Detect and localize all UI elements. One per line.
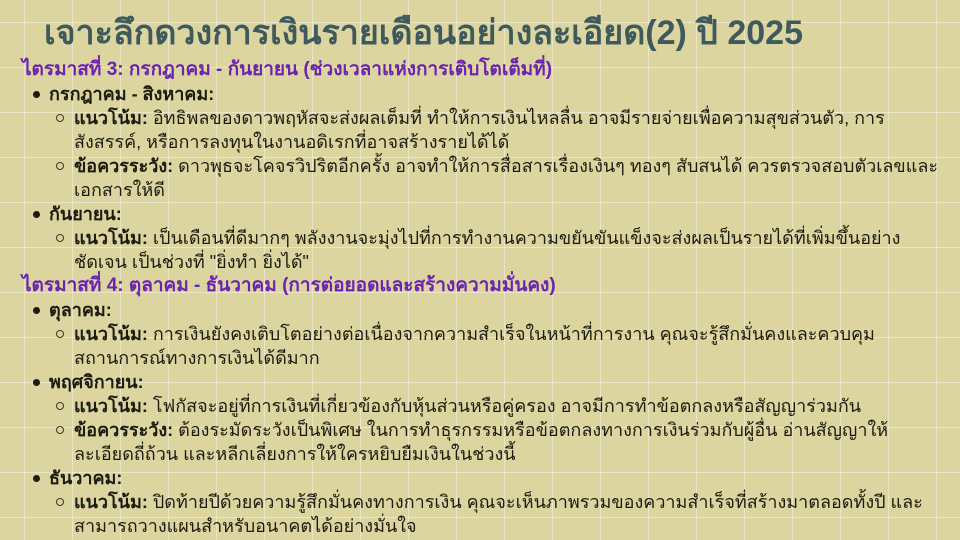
month-label: กรกฎาคม - สิงหาคม: <box>49 84 215 104</box>
hollow-bullet-icon <box>56 402 64 410</box>
hollow-bullet-icon <box>56 330 64 338</box>
month-label: พฤศจิกายน: <box>49 372 144 392</box>
quarter-4-heading: ไตรมาสที่ 4: ตุลาคม - ธันวาคม (การต่อยอดและสร้างความมั่นคง) <box>22 275 556 296</box>
month-label: ตุลาคม: <box>49 300 112 320</box>
bullet-icon <box>33 91 40 98</box>
month-item-september <box>33 202 942 226</box>
trend-item <box>56 106 942 154</box>
month-item-october <box>33 298 942 322</box>
caution-text <box>74 418 942 466</box>
trend-label: แนวโน้ม: <box>74 108 148 128</box>
month-label: กันยายน: <box>49 204 122 224</box>
hollow-bullet-icon <box>56 162 64 170</box>
quarter-3-heading: ไตรมาสที่ 3: กรกฎาคม - กันยายน (ช่วงเวลาแห่งการเติบโตเต็มที่) <box>22 59 553 80</box>
month-label: ธันวาคม: <box>49 468 123 488</box>
trend-body: อิทธิพลของดาวพฤหัสจะส่งผลเต็มที่ ทำให้การเงินไหลลื่น อาจมีรายจ่ายเพื่อความสุขส่วนตัว, การสังสรรค์, หรือการลงทุนในงานอดิเรกที่อาจสร้างรายได้ได้ <box>74 108 885 152</box>
caution-item <box>56 154 942 202</box>
bullet-icon <box>33 307 40 314</box>
trend-body: ปิดท้ายปีด้วยความรู้สึกมั่นคงทางการเงิน คุณจะเห็นภาพรวมของความสำเร็จที่สร้างมาตลอดทั้งปี และสามารถวางแผนสำหรับอนาคตได้อย่างมั่นใจ <box>74 492 923 536</box>
trend-label: แนวโน้ม: <box>74 396 148 416</box>
trend-text <box>74 106 942 154</box>
hollow-bullet-icon <box>56 426 64 434</box>
caution-text <box>74 154 942 202</box>
month-item-november <box>33 370 942 394</box>
trend-item <box>56 322 942 370</box>
month-item-december <box>33 466 942 490</box>
page-title: เจาะลึกดวงการเงินรายเดือนอย่างละเอียด(2) ปี 2025 <box>44 14 803 52</box>
month-item-july-august <box>33 82 942 106</box>
bullet-icon <box>33 379 40 386</box>
trend-item <box>56 394 942 418</box>
bullet-icon <box>33 211 40 218</box>
trend-body: โฟกัสจะอยู่ที่การเงินที่เกี่ยวข้องกับหุ้นส่วนหรือคู่ครอง อาจมีการทำข้อตกลงหรือสัญญาร่วมกัน <box>147 396 862 416</box>
trend-text <box>74 226 942 274</box>
hollow-bullet-icon <box>56 498 64 506</box>
caution-item <box>56 418 942 466</box>
trend-item <box>56 490 942 538</box>
hollow-bullet-icon <box>56 234 64 242</box>
trend-body: เป็นเดือนที่ดีมากๆ พลังงานจะมุ่งไปที่การทำงานความขยันขันแข็งจะส่งผลเป็นรายได้ที่เพิ่มขึ้นอย่างชัดเจน เป็นช่วงที่ "ยิ่งทำ ยิ่งได้" <box>74 228 901 272</box>
bullet-icon <box>33 475 40 482</box>
hollow-bullet-icon <box>56 114 64 122</box>
caution-body: ต้องระมัดระวังเป็นพิเศษ ในการทำธุรกรรมหรือข้อตกลงทางการเงินร่วมกับผู้อื่น อ่านสัญญาให้ละเอียดถี่ถ้วน และหลีกเลี่ยงการให้ใครหยิบยืมเงินในช่วงนี้ <box>74 420 889 464</box>
trend-label: แนวโน้ม: <box>74 228 148 248</box>
trend-item <box>56 226 942 274</box>
trend-body: การเงินยังคงเติบโตอย่างต่อเนื่องจากความสำเร็จในหน้าที่การงาน คุณจะรู้สึกมั่นคงและควบคุมสถานการณ์ทางการเงินได้ดีมาก <box>74 324 875 368</box>
slide-content <box>0 58 960 538</box>
trend-label: แนวโน้ม: <box>74 324 148 344</box>
trend-label: แนวโน้ม: <box>74 492 148 512</box>
trend-text <box>74 322 942 370</box>
trend-text <box>74 490 942 538</box>
caution-label: ข้อควรระวัง: <box>74 156 174 176</box>
caution-label: ข้อควรระวัง: <box>74 420 174 440</box>
caution-body: ดาวพุธจะโคจรวิปริตอีกครั้ง อาจทำให้การสื่อสารเรื่องเงินๆ ทองๆ สับสนได้ ควรตรวจสอบตัวเลขและเอกสารให้ดี <box>74 156 939 200</box>
trend-text <box>74 394 942 418</box>
